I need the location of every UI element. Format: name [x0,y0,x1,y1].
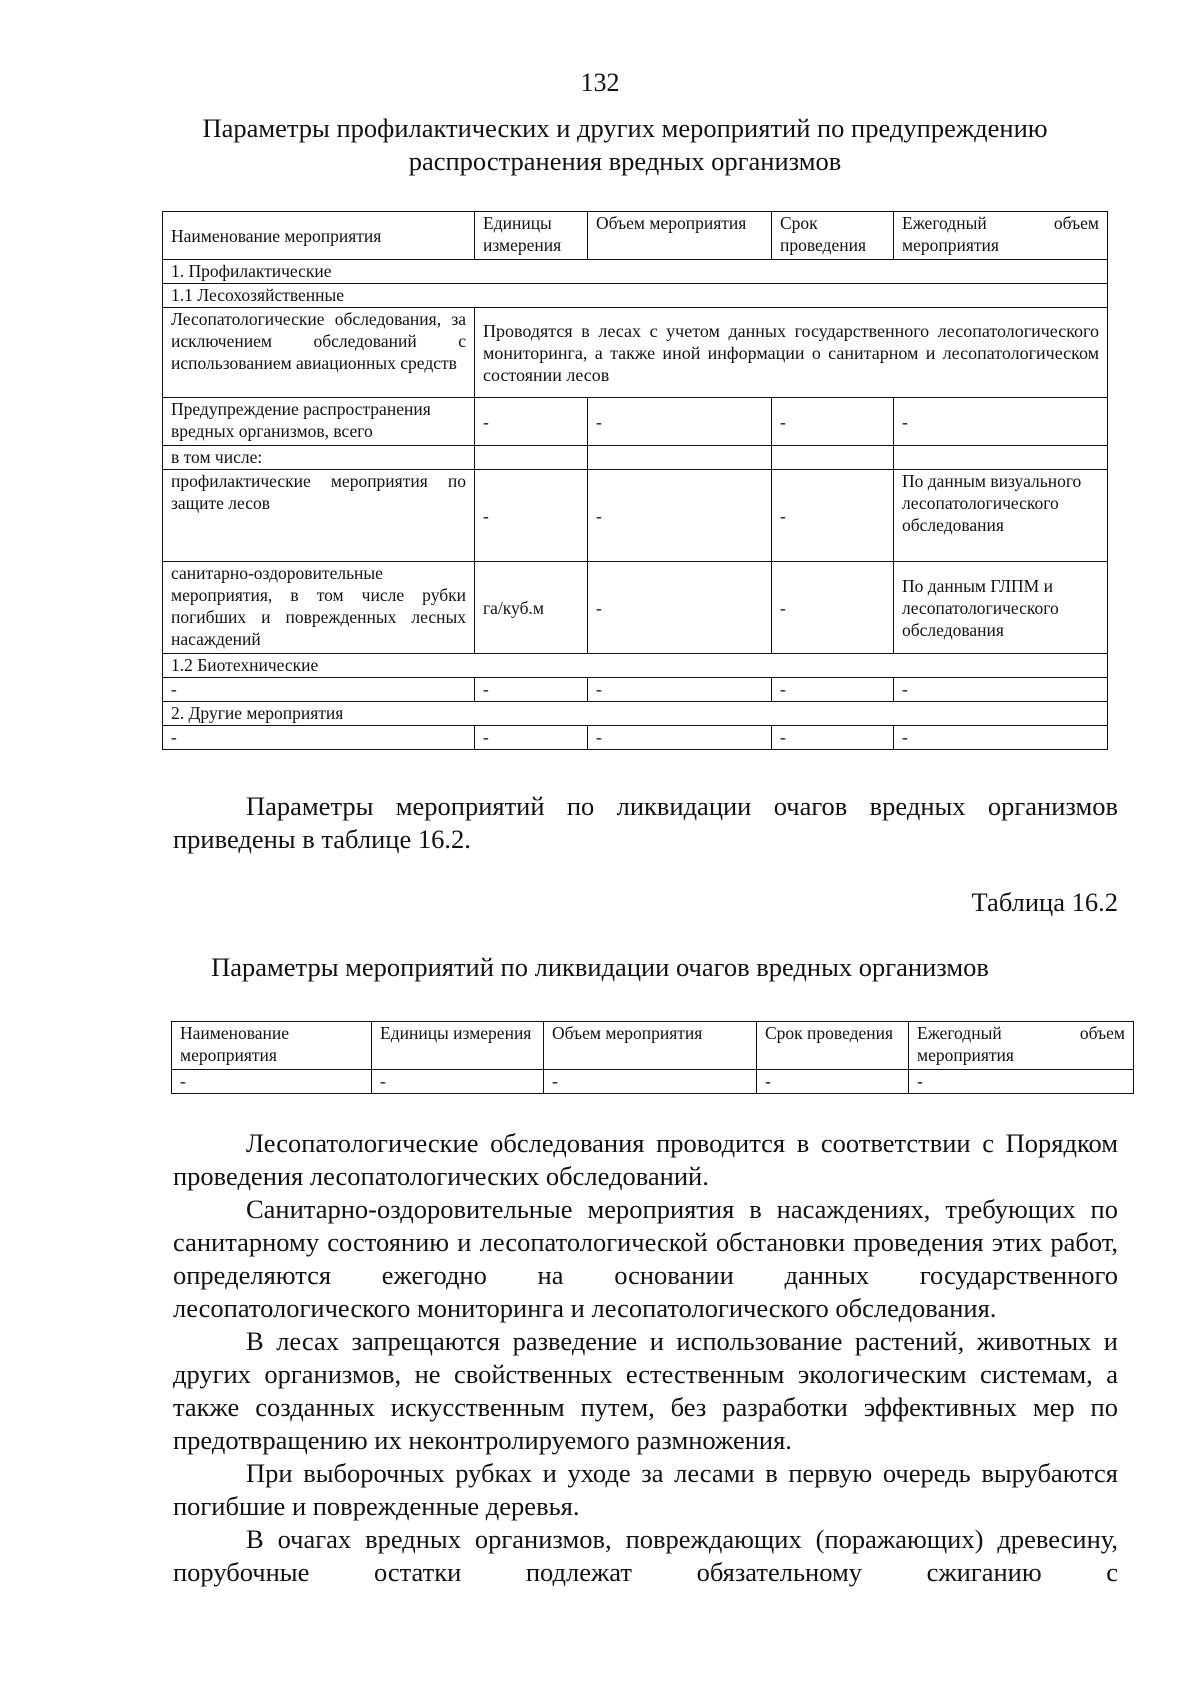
paragraph-sanitary: Санитарно-оздоровительные мероприятия в насаждениях, требующих по санитарному состоянию и лесопатологической обстановки проведения этих работ, определяются ежегодно на основании данных государственного лесопатологического мониторинга и лесопатологического обследования. [173,1194,1118,1323]
t2-header-term: Срок проведения [757,1022,909,1070]
intro-paragraph: Параметры мероприятий по ликвидации очагов вредных организмов приведены в таблице 16.2. [173,791,1118,854]
liquidation-measures-table [171,1021,1134,1094]
section-row [163,284,1108,308]
cell-prevention-name: Предупреждение распространения вредных организмов, всего [163,398,475,446]
table2-title: Параметры мероприятий по ликвидации очагов вредных организмов [211,952,989,982]
t2-header-units: Единицы измерения [372,1022,544,1070]
table-row [163,678,1108,702]
table2-label: Таблица 16.2 [971,887,1118,917]
t2-cell-annual: - [909,1070,1134,1094]
header-term: Срок проведения [772,212,894,260]
cell-including: в том числе: [163,446,475,470]
t2-header-volume: Объем мероприятия [544,1022,757,1070]
cell-biotech-units: - [475,678,588,702]
cell-surveys-note: Проводятся в лесах с учетом данных государственного лесопатологического мониторинга, а также иной информации о санитарном и лесопатологическом состоянии лесов [475,308,1108,398]
page-number: 132 [580,68,620,97]
cell-biotech-name: - [163,678,475,702]
cell-prevention-annual: - [894,398,1108,446]
cell-sanitary-annual: По данным ГЛПМ и лесопатологического обследования [894,562,1108,654]
section-forestry: 1.1 Лесохозяйственные [163,284,1108,308]
cell-biotech-annual: - [894,678,1108,702]
section-row [163,654,1108,678]
paragraph-selective-cutting: При выборочных рубках и уходе за лесами в первую очередь вырубаются погибшие и поврежденные деревья. [173,1458,1118,1521]
header-units: Единицы измерения [475,212,588,260]
header-annual: Ежегодный объем мероприятия [894,212,1108,260]
cell-biotech-volume: - [588,678,772,702]
cell-protective-name: профилактические мероприятия по защите лесов [163,470,475,562]
cell-biotech-term: - [772,678,894,702]
cell-protective-term: - [772,470,894,562]
section-row [163,260,1108,284]
t2-cell-term: - [757,1070,909,1094]
table1-title: Параметры профилактических и других мероприятий по предупреждению распространения вредных организмов [202,113,1048,176]
header-name: Наименование мероприятия [163,212,475,260]
header-volume: Объем мероприятия [588,212,772,260]
table-row [163,726,1108,750]
cell-other-volume: - [588,726,772,750]
cell-prevention-term: - [772,398,894,446]
cell-other-units: - [475,726,588,750]
cell-sanitary-volume: - [588,562,772,654]
section-biotech: 1.2 Биотехнические [163,654,1108,678]
cell-sanitary-units: га/куб.м [475,562,588,654]
table-header-row [172,1022,1134,1070]
table-row [163,446,1108,470]
section-row [163,702,1108,726]
t2-cell-volume: - [544,1070,757,1094]
cell-protective-volume: - [588,470,772,562]
section-other: 2. Другие мероприятия [163,702,1108,726]
table-row [163,398,1108,446]
cell-surveys-name: Лесопатологические обследования, за исключением обследований с использованием авиационных средств [163,308,475,398]
t2-cell-name: - [172,1070,372,1094]
prevention-measures-table [162,211,1108,750]
cell-prevention-units: - [475,398,588,446]
section-profilactic: 1. Профилактические [163,260,1108,284]
table-row [163,470,1108,562]
table-row [163,308,1108,398]
t2-cell-units: - [372,1070,544,1094]
cell-other-annual: - [894,726,1108,750]
table-row [163,562,1108,654]
table-row [172,1070,1134,1094]
table-header-row [163,212,1108,260]
paragraph-prohibition: В лесах запрещаются разведение и использование растений, животных и других организмов, не свойственных естественным экологическим системам, а также созданных искусственным путем, без разработки эффективных мер по предотвращению их неконтролируемого размножения. [173,1326,1118,1455]
cell-other-term: - [772,726,894,750]
t2-header-name: Наименование мероприятия [172,1022,372,1070]
t2-header-annual: Ежегодный объем мероприятия [909,1022,1134,1070]
cell-sanitary-name: санитарно-оздоровительные мероприятия, в том числе рубки погибших и поврежденных лесных насаждений [163,562,475,654]
paragraph-surveys: Лесопатологические обследования проводится в соответствии с Порядком проведения лесопатологических обследований. [173,1128,1118,1191]
cell-sanitary-term: - [772,562,894,654]
cell-protective-units: - [475,470,588,562]
cell-prevention-volume: - [588,398,772,446]
cell-protective-annual: По данным визуального лесопатологического обследования [894,470,1108,562]
cell-other-name: - [163,726,475,750]
paragraph-pest-foci: В очагах вредных организмов, повреждающих (поражающих) древесину, порубочные остатки подлежат обязательному сжиганию с [173,1524,1118,1587]
